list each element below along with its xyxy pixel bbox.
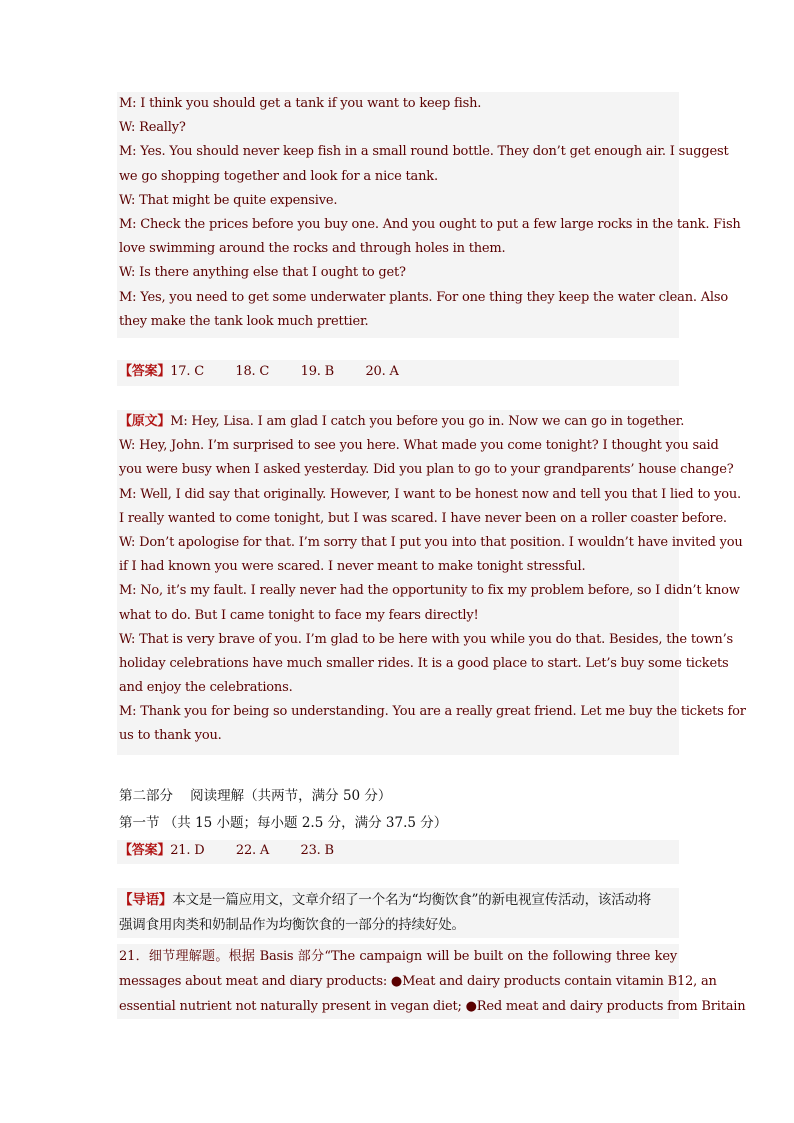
transcript-first-line — [119, 410, 685, 434]
transcript-line: what to do. But I came tonight to face my fears directly! — [119, 607, 479, 623]
guide-text-1: 本文是一篇应用文，文章介绍了一个名为“均衡饮食”的新电视宣传活动，该活动将 — [172, 892, 652, 908]
transcript-line: W: Hey, John. I’m surprised to see you here. What made you come tonight? I thought you said — [119, 438, 719, 454]
answer-tag: 【答案】 — [119, 843, 171, 858]
explanation-line: essential nutrient not naturally present in vegan diet; ●Red meat and dairy products from Britain — [119, 999, 746, 1014]
answer-tag: 【答案】 — [119, 364, 171, 379]
dialogue-line: we go shopping together and look for a nice tank. — [119, 168, 438, 184]
answer-values: 17. C 18. C 19. B 20. A — [170, 364, 399, 379]
explanation-line: messages about meat and diary products: ●Meat and dairy products contain vitamin B12, an — [119, 974, 717, 989]
dialogue-line: M: Check the prices before you buy one. And you ought to put a few large rocks in the tank. Fish — [119, 216, 741, 232]
transcript-line: M: Well, I did say that originally. However, I want to be honest now and tell you that I lied to you. — [119, 486, 741, 502]
dialogue-line: they make the tank look much prettier. — [119, 313, 369, 329]
part-heading: 第二部分 阅读理解（共两节，满分 50 分） — [119, 788, 392, 804]
guide-tag: 【导语】 — [119, 892, 173, 908]
transcript-line: W: That is very brave of you. I’m glad to be here with you while you do that. Besides, the town’s — [119, 631, 733, 647]
answer-line — [119, 840, 677, 864]
transcript-line: if I had known you were scared. I never meant to make tonight stressful. — [119, 559, 586, 575]
dialogue-line: W: Really? — [119, 120, 186, 136]
dialogue-line: W: That might be quite expensive. — [119, 192, 338, 208]
transcript-line: I really wanted to come tonight, but I was scared. I have never been on a roller coaster before. — [119, 510, 727, 526]
answer-block-2 — [117, 840, 679, 864]
guide-line — [119, 888, 677, 913]
transcript-line: and enjoy the celebrations. — [119, 680, 293, 696]
transcript-tag: 【原文】 — [119, 414, 171, 429]
transcript-line: M: Thank you for being so understanding. You are a really great friend. Let me buy the tickets for — [119, 704, 746, 720]
answer-block-1 — [117, 360, 679, 386]
transcript-line: W: Don’t apologise for that. I’m sorry that I put you into that position. I wouldn’t have invited you — [119, 534, 743, 550]
dialogue-line: M: Yes, you need to get some underwater plants. For one thing they keep the water clean. Also — [119, 289, 728, 305]
transcript-first-text: M: Hey, Lisa. I am glad I catch you before you go in. Now we can go in together. — [170, 414, 685, 429]
section-heading: 第一节 （共 15 小题；每小题 2.5 分，满分 37.5 分） — [119, 815, 448, 831]
answer-line — [119, 360, 677, 386]
dialogue-line: M: I think you should get a tank if you want to keep fish. — [119, 96, 482, 111]
transcript-line: holiday celebrations have much smaller rides. It is a good place to start. Let’s buy some tickets — [119, 655, 729, 671]
answer-values: 21. D 22. A 23. B — [170, 843, 334, 858]
explanation-line: 21．细节理解题。根据 Basis 部分“The campaign will be built on the following three key — [119, 949, 677, 964]
transcript-block — [117, 410, 746, 755]
dialogue-block-1 — [117, 92, 741, 338]
dialogue-line: M: Yes. You should never keep fish in a small round bottle. They don’t get enough air. I suggest — [119, 144, 729, 160]
dialogue-line: love swimming around the rocks and through holes in them. — [119, 241, 506, 257]
transcript-line: you were busy when I asked yesterday. Did you plan to go to your grandparents’ house change? — [119, 462, 734, 478]
guide-line: 强调食用肉类和奶制品作为均衡饮食的一部分的持续好处。 — [119, 917, 465, 933]
guide-block — [117, 888, 679, 938]
dialogue-line: W: Is there anything else that I ought to get? — [119, 265, 406, 281]
transcript-line: us to thank you. — [119, 728, 222, 744]
explanation-block — [117, 944, 746, 1019]
transcript-line: M: No, it’s my fault. I really never had the opportunity to fix my problem before, so I didn’t know — [119, 583, 740, 599]
